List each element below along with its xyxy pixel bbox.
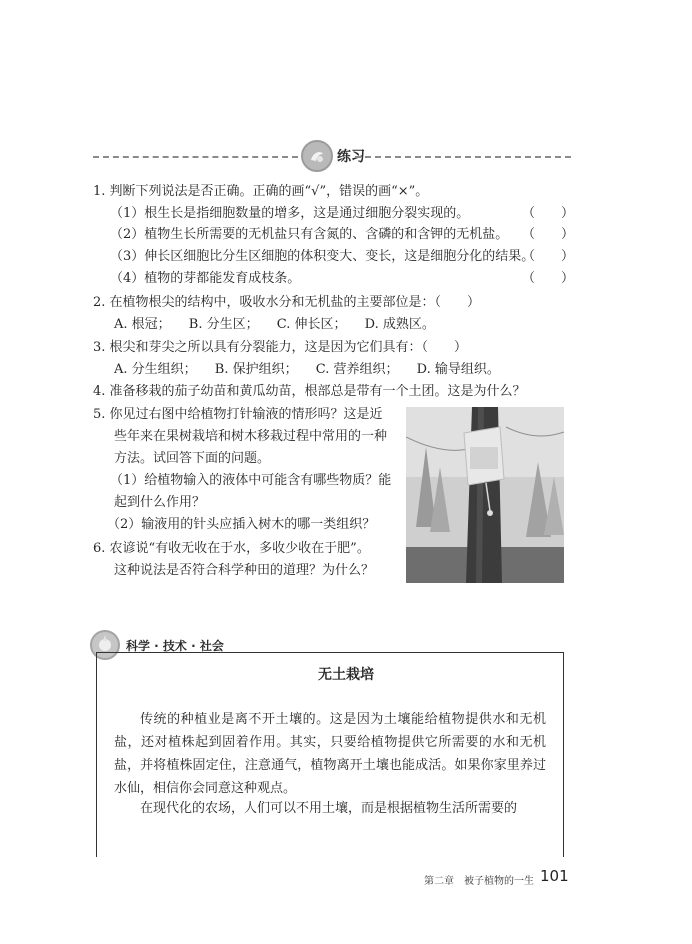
q1-answer-blank-4: （ ） xyxy=(522,271,575,286)
sts-heading: 无土栽培 xyxy=(318,667,374,683)
q4-stem: 4. 准备移栽的茄子幼苗和黄瓜幼苗，根部总是带有一个土团。这是为什么？ xyxy=(93,384,526,399)
q1-answer-blank-2: （ ） xyxy=(522,227,575,242)
q5-line-3: 方法。试回答下面的问题。 xyxy=(114,451,271,466)
q2-option-b: B. 分生区； xyxy=(188,317,259,332)
exercise-badge-icon xyxy=(301,140,333,172)
q5-subq-1-cont: 起到什么作用？ xyxy=(114,495,206,510)
q3-option-c: C. 营养组织； xyxy=(315,362,399,377)
q3-stem: 3. 根尖和芽尖之所以具有分裂能力，这是因为它们具有：（ ） xyxy=(93,340,468,355)
q2-option-d: D. 成熟区。 xyxy=(364,317,435,332)
page-number: 101 xyxy=(540,867,569,885)
header-divider-right xyxy=(355,156,571,158)
chapter-footer: 第二章 被子植物的一生 xyxy=(424,876,534,887)
q6-line-1: 6. 农谚说“有收无收在于水，多收少收在于肥”。 xyxy=(93,541,370,556)
q1-item-3: （3）伸长区细胞比分生区细胞的体积变大、变长，这是细胞分化的结果。 xyxy=(110,249,535,264)
sts-paragraph-2: 在现代化的农场，人们可以不用土壤，而是根据植物生活所需要的 xyxy=(140,801,518,816)
sts-paragraph-1: 传统的种植业是离不开土壤的。这是因为土壤能给植物提供水和无机盐，还对植株起到固着作用。其实，只要给植物提供它所需要的水和无机盐，并将植株固定住，注意通气，植物离开土壤也能成活。如果你家里养过水仙，相信你会同意这种观点。 xyxy=(114,712,546,796)
q2-option-c: C. 伸长区； xyxy=(276,317,347,332)
q3-option-b: B. 保护组织； xyxy=(214,362,298,377)
q3-option-a: A. 分生组织； xyxy=(114,362,197,377)
q5-subq-2: （2）输液用的针头应插入树木的哪一类组织？ xyxy=(107,517,376,532)
q5-subq-1: （1）给植物输入的液体中可能含有哪些物质？能 xyxy=(110,473,392,488)
q1-item-4: （4）植物的芽都能发育成枝条。 xyxy=(110,271,301,286)
q5-line-1: 5. 你见过右图中给植物打针输液的情形吗？这是近 xyxy=(93,407,383,422)
q1-item-1: （1）根生长是指细胞数量的增多，这是通过细胞分裂实现的。 xyxy=(110,206,470,221)
exercise-header xyxy=(93,140,571,176)
q2-stem: 2. 在植物根尖的结构中，吸收水分和无机盐的主要部位是：（ ） xyxy=(93,295,481,310)
q2-option-a: A. 根冠； xyxy=(114,317,171,332)
q5-line-2: 些年来在果树栽培和树木移栽过程中常用的一种 xyxy=(114,429,388,444)
q1-stem: 1. 判断下列说法是否正确。正确的画“√”，错误的画“×”。 xyxy=(93,184,429,199)
q1-answer-blank-1: （ ） xyxy=(522,206,575,221)
q3-options xyxy=(114,361,514,379)
q6-line-2: 这种说法是否符合科学种田的道理？为什么？ xyxy=(114,563,375,578)
header-divider-left xyxy=(93,156,298,158)
q1-item-2: （2）植物生长所需要的无机盐只有含氮的、含磷的和含钾的无机盐。 xyxy=(110,227,509,242)
q1-answer-blank-3: （ ） xyxy=(522,249,575,264)
tree-infusion-photo xyxy=(406,407,564,583)
sts-section-label: 科学 · 技术 · 社会 xyxy=(126,639,224,653)
q2-options xyxy=(114,316,449,334)
exercise-title: 练习 xyxy=(337,149,365,165)
q3-option-d: D. 输导组织。 xyxy=(416,362,500,377)
